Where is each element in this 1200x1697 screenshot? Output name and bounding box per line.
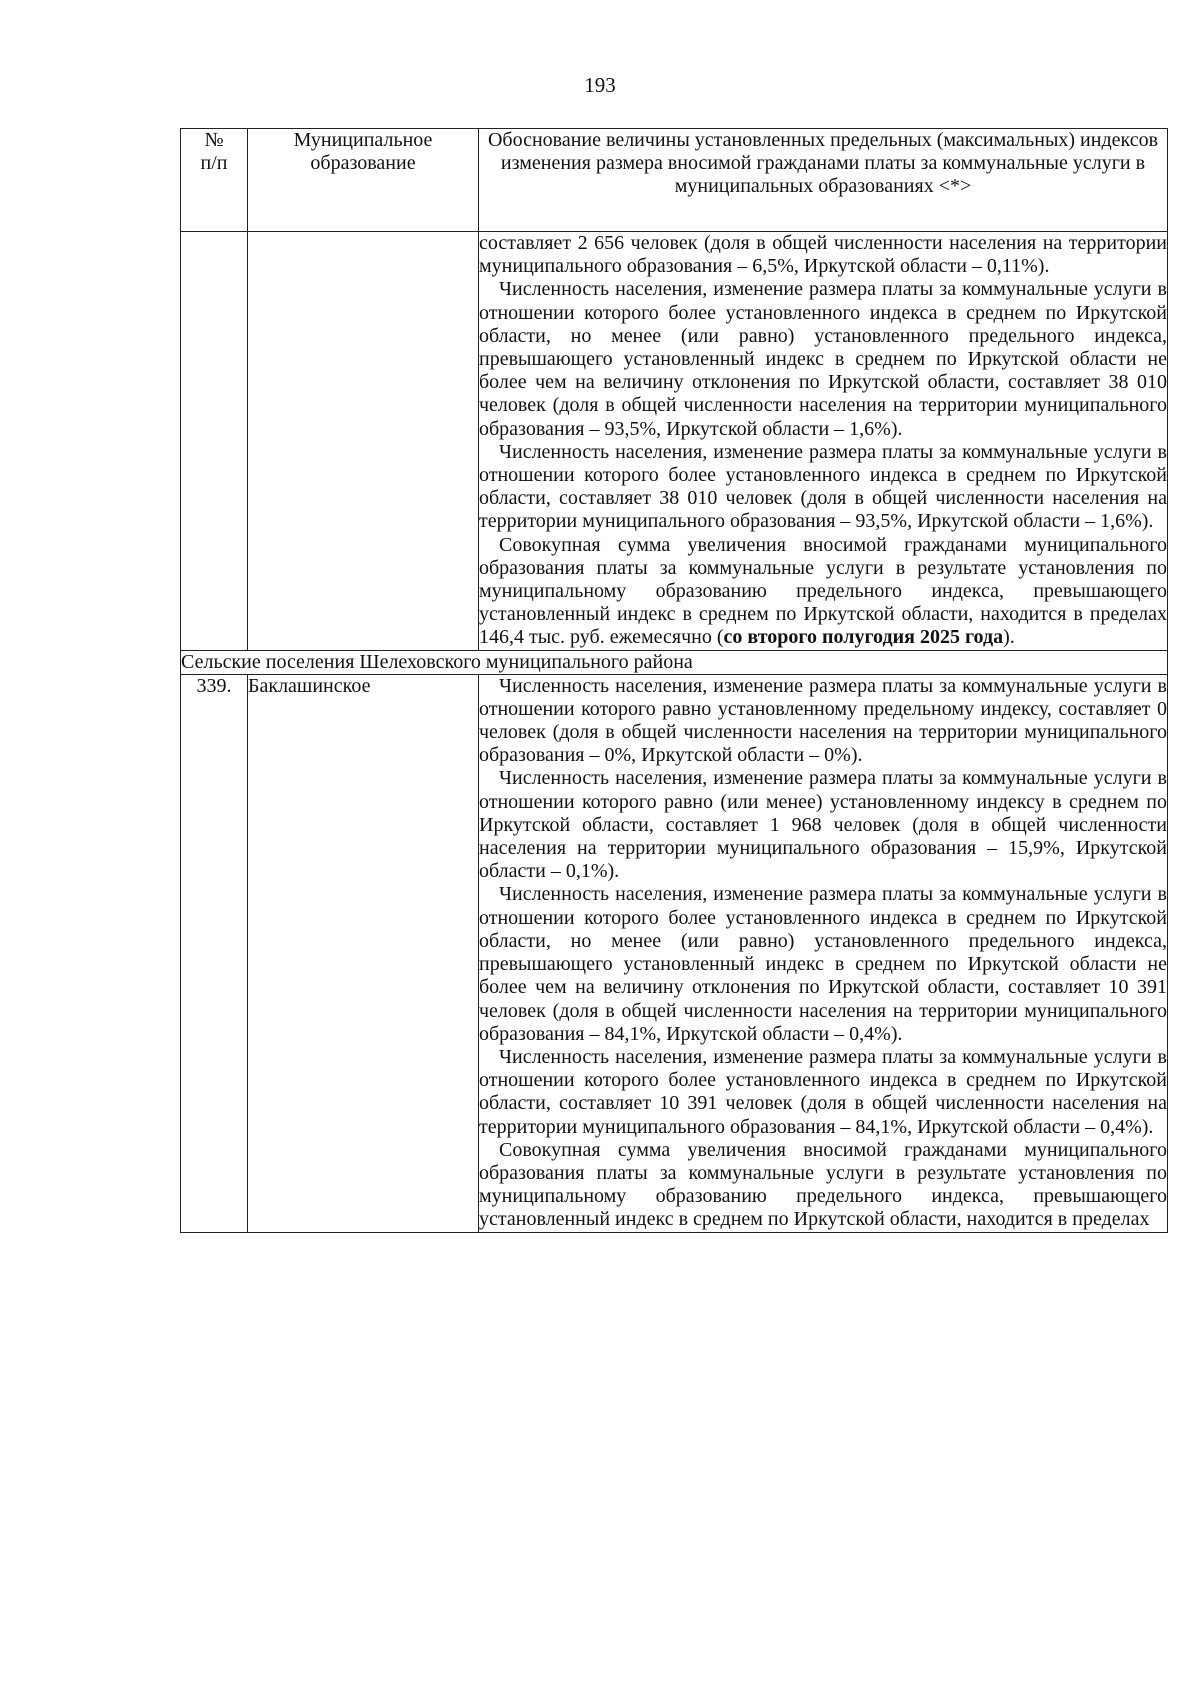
- cell-municipality-empty: [248, 232, 479, 651]
- row-number: 339.: [181, 674, 248, 1232]
- header-col-justification: Обоснование величины установленных предельных (максимальных) индексов изменения размера вносимой гражданами платы за коммунальные услуги в муниципальных образованиях <*>: [479, 129, 1168, 232]
- table-header-row: [181, 129, 1168, 232]
- cell-justification: [479, 674, 1168, 1232]
- paragraph: [479, 534, 1167, 650]
- paragraph-text: Совокупная сумма увеличения вносимой гражданами муниципального образования платы за коммунальные услуги в результате установления по муниципальному образованию предельного индекса, превышающего установленный индекс в среднем по Иркутской области, находится в пределах 146,4 тыс. руб. ежемесячно (: [479, 533, 1167, 649]
- paragraph: Численность населения, изменение размера платы за коммунальные услуги в отношении которого равно установленному предельному индексу, составляет 0 человек (доля в общей численности населения на территории муниципального образования – 0%, Иркутской области – 0%).: [479, 674, 1167, 767]
- section-header-row: [181, 650, 1168, 674]
- table-row-339: [181, 674, 1168, 1232]
- paragraph: Численность населения, изменение размера платы за коммунальные услуги в отношении которого более установленного индекса в среднем по Иркутской области, составляет 38 010 человек (доля в общей численности населения на территории муниципального образования – 93,5%, Иркутской области – 1,6%).: [479, 440, 1167, 533]
- section-title: Сельские поселения Шелеховского муниципального района: [181, 650, 1168, 674]
- municipality-name: Баклашинское: [248, 674, 479, 1232]
- paragraph: Численность населения, изменение размера платы за коммунальные услуги в отношении которого равно (или менее) установленному индексу в среднем по Иркутской области, составляет 1 968 человек (доля в общей численности населения на территории муниципального образования – 15,9%, Иркутской области – 0,1%).: [479, 767, 1167, 883]
- paragraph: Численность населения, изменение размера платы за коммунальные услуги в отношении которого более установленного индекса в среднем по Иркутской области, но менее (или равно) установленного предельного индекса, превышающего установленный индекс в среднем по Иркутской области не более чем на величину отклонения по Иркутской области, составляет 38 010 человек (доля в общей численности населения на территории муниципального образования – 93,5%, Иркутской области – 1,6%).: [479, 278, 1167, 440]
- paragraph: Совокупная сумма увеличения вносимой гражданами муниципального образования платы за коммунальные услуги в результате установления по муниципальному образованию предельного индекса, превышающего установленный индекс в среднем по Иркутской области, находится в пределах: [479, 1138, 1167, 1231]
- justification-table: [180, 128, 1168, 1233]
- table-row-continuation: [181, 232, 1168, 651]
- paragraph: составляет 2 656 человек (доля в общей численности населения на территории муниципального образования – 6,5%, Иркутской области – 0,11%).: [479, 232, 1167, 278]
- page-number: 193: [584, 73, 616, 97]
- period-emphasis: со второго полугодия 2025 года: [723, 626, 1004, 649]
- paragraph: Численность населения, изменение размера платы за коммунальные услуги в отношении которого более установленного индекса в среднем по Иркутской области, но менее (или равно) установленного предельного индекса, превышающего установленный индекс в среднем по Иркутской области не более чем на величину отклонения по Иркутской области, составляет 10 391 человек (доля в общей численности населения на территории муниципального образования – 84,1%, Иркутской области – 0,4%).: [479, 883, 1167, 1045]
- paragraph-end: ).: [1003, 626, 1015, 649]
- paragraph: Численность населения, изменение размера платы за коммунальные услуги в отношении которого более установленного индекса в среднем по Иркутской области, составляет 10 391 человек (доля в общей численности населения на территории муниципального образования – 84,1%, Иркутской области – 0,4%).: [479, 1045, 1167, 1138]
- cell-justification-continued: [479, 232, 1168, 651]
- header-col-municipality: Муниципальное образование: [248, 129, 479, 232]
- header-col-number: № п/п: [181, 129, 248, 232]
- cell-number-empty: [181, 232, 248, 651]
